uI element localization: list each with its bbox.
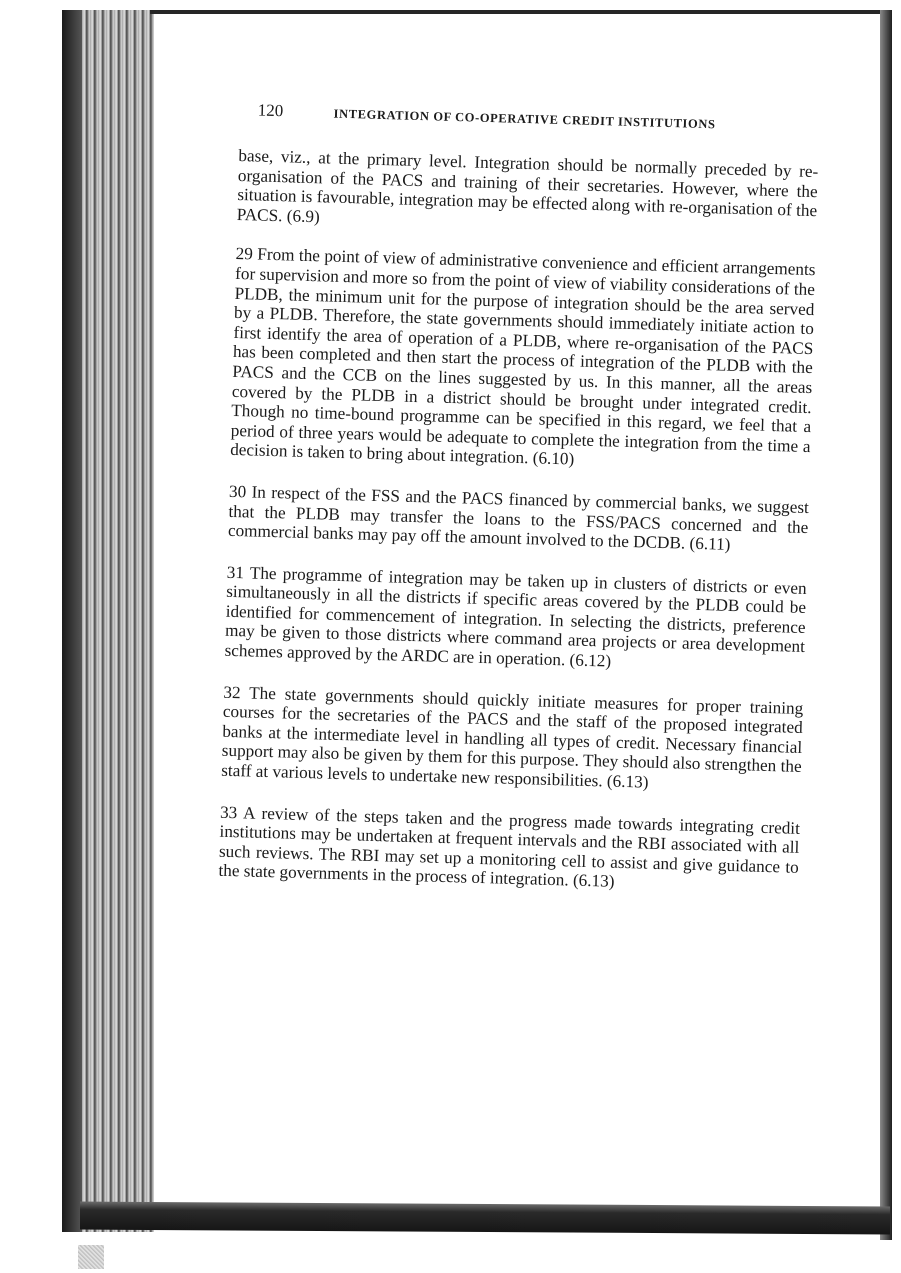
page-right-edge bbox=[880, 10, 892, 1240]
paragraph-continuation: base, viz., at the primary level. Integration should be normally preceded by re-organisation of the PACS and training of their secretaries. However, where the situation is favourable, integration may be effected along with re-organisation of the PACS. (6.9) bbox=[236, 145, 819, 227]
page-number: 120 bbox=[257, 100, 284, 121]
paragraph-30: 30 In respect of the FSS and the PACS financed by commercial banks, we suggest that the PLDB may transfer the loans to the FSS/PACS concerned and the commercial banks may pay off the amount involved to the DCDB. (6.11) bbox=[227, 481, 810, 554]
paragraph-32: 32 The state governments should quickly initiate measures for proper training courses for the secretaries of the PACS and the staff of the proposed integrated banks at the intermediate level in handling all types of credit. Necessary financial support may also be given by them for this purpose. They should also strengthen the staff at various levels to undertake new responsibilities. (6.13) bbox=[221, 682, 804, 792]
scan-corner-mark bbox=[78, 1245, 104, 1269]
page-bottom-edge bbox=[80, 1202, 890, 1235]
paragraph-31: 31 The programme of integration may be taken up in clusters of districts or even simultaneously in all the districts if specific areas covered by the PLDB could be identified for commencement of integration. In selecting the districts, preference may be given to those districts where command area projects or area development schemes approved by the ARDC are in operation. (6.12) bbox=[224, 562, 807, 671]
paragraph-29: 29 From the point of view of administrative convenience and efficient arrangements for supervision and more so from the point of view of viability considerations of the PLDB, the minimum unit for the purpose of integration should be the area served by a PLDB. Therefore, the state governments should immediately initiate action to first identify the area of operation of a PLDB, where re-organisation of the PACS has been completed and then start the process of integration of the PLDB with the PACS and the CCB on the lines suggested by us. In this manner, all the areas covered by the PLDB in a district should be brought under integrated credit. Though no time-bound programme can be specified in this regard, we feel that a period of three years would be adequate to complete the integration from the time a decision is taken to bring about integration. (6.10) bbox=[229, 244, 816, 469]
page-top-edge bbox=[150, 10, 892, 14]
running-head: INTEGRATION OF CO-OPERATIVE CREDIT INSTITUTIONS bbox=[333, 106, 716, 132]
gutter-shadow bbox=[62, 10, 82, 1232]
book-page bbox=[218, 100, 820, 919]
paragraph-33: 33 A review of the steps taken and the progress made towards integrating credit institutions may be undertaken at frequent intervals and the RBI associated with all such reviews. The RBI may set up a monitoring cell to assist and give guidance to the state governments in the process of integration. (6.13) bbox=[218, 802, 801, 892]
